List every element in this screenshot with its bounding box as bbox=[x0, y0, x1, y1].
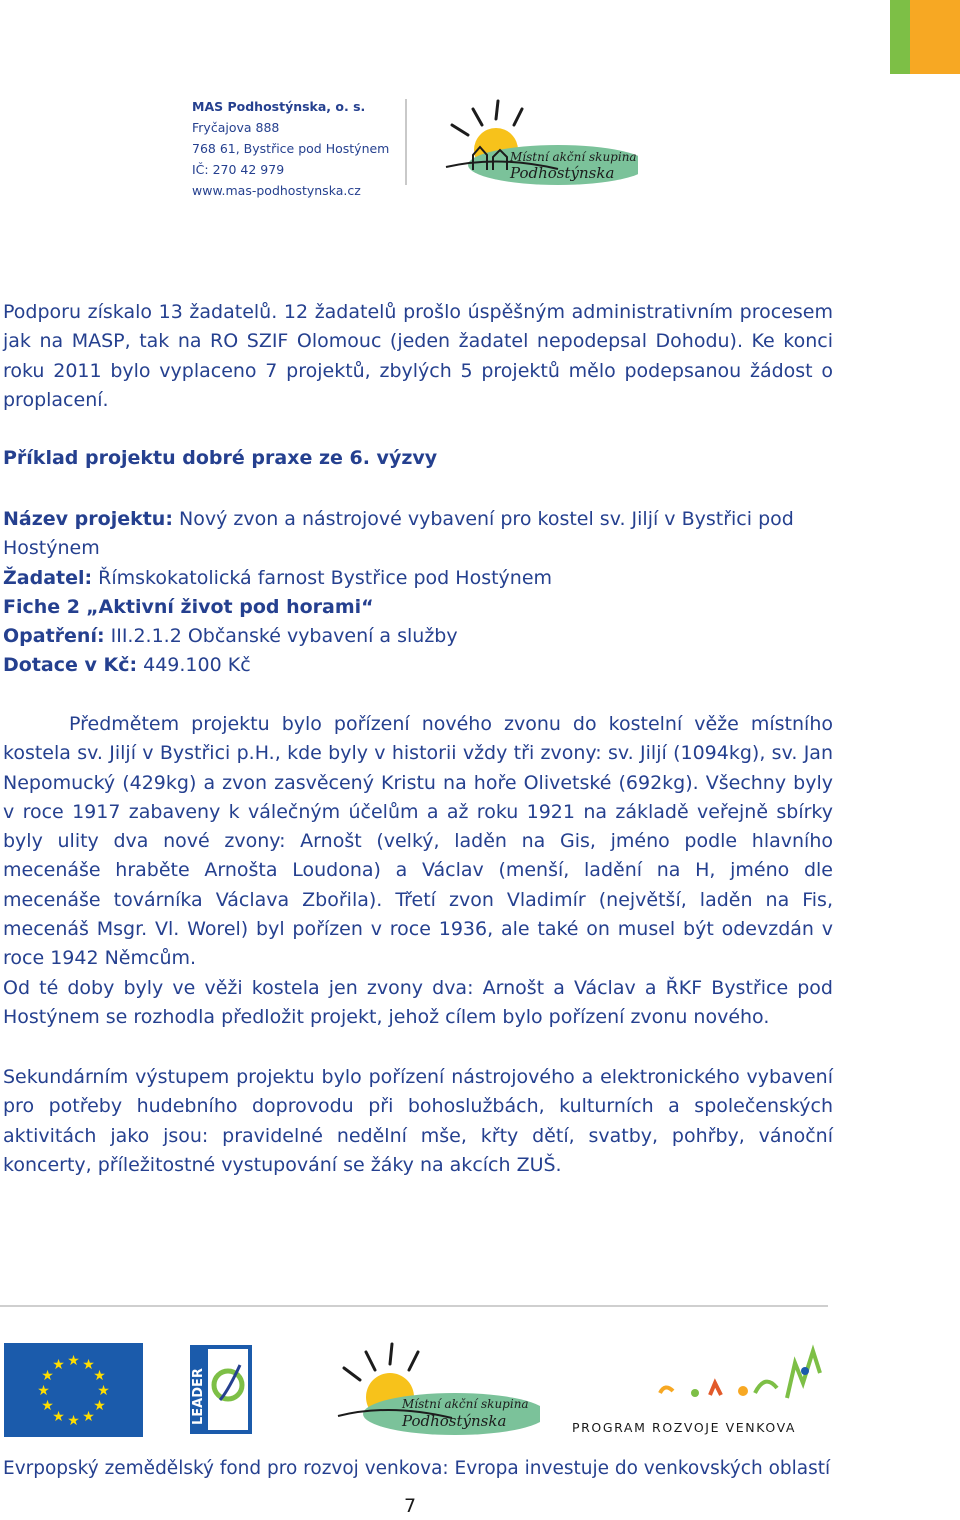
svg-text:LEADER: LEADER bbox=[191, 1368, 206, 1425]
applicant-value: Římskokatolická farnost Bystřice pod Hostýnem bbox=[98, 566, 553, 589]
corner-orange-bar bbox=[910, 0, 960, 74]
project-name-value: Nový zvon a nástrojové vybavení pro kostel sv. Jiljí v Bystřici pod bbox=[178, 508, 794, 530]
company-id: IČ: 270 42 979 bbox=[192, 162, 285, 177]
eu-star: ★ bbox=[67, 1353, 80, 1369]
fiche-row bbox=[3, 593, 833, 622]
footer-divider bbox=[0, 1305, 828, 1307]
prv-logo-icon bbox=[655, 1343, 830, 1411]
program-text: PROGRAM ROZVOJE VENKOVA bbox=[572, 1420, 797, 1435]
project-name-label: Název projektu: bbox=[3, 508, 173, 530]
grant-value: 449.100 Kč bbox=[143, 654, 251, 677]
fiche-label: Fiche 2 bbox=[3, 595, 81, 618]
eu-star: ★ bbox=[52, 1409, 65, 1425]
page-number: 7 bbox=[404, 1495, 417, 1517]
mas-logo-icon bbox=[438, 95, 638, 190]
project-name-row bbox=[3, 505, 833, 534]
header-divider bbox=[405, 99, 407, 185]
street: Fryčajova 888 bbox=[192, 120, 280, 135]
corner-green-bar bbox=[890, 0, 910, 74]
project-details bbox=[3, 505, 833, 681]
eu-star: ★ bbox=[52, 1357, 65, 1373]
mas-footer-logo-icon bbox=[330, 1340, 540, 1440]
applicant-row bbox=[3, 564, 833, 593]
project-name-cont: Hostýnem bbox=[3, 537, 100, 560]
header-address bbox=[192, 96, 389, 201]
eu-star: ★ bbox=[93, 1398, 106, 1414]
subject-text: Předmětem projektu bylo pořízení nového zvonu do kostelní věže místního kostela sv. Jiljí v Bystřici p.H., kde byly v historii vždy tři zvony: sv. Jiljí (1094kg), sv. Jan Nepomucký (429kg) a zvon zasvěcený Kristu na hoře Olivetské (692kg). Všechny byly v roce 1917 zabaveny k válečným účelům a až roku 1921 na základě veřejně sbírky byly ulity dva nové zvony: Arnošt (velký, laděn na Gis, jméno podle hlavního mecenáše hraběte Arnošta Loudona) a Václav (menší, ladění na H, jméno dle mecenáše továrníka Václava Zbořila). Třetí zvon Vladimír (největší, laděn na Fis, mecenáš Msgr. Vl. Worel) byl pořízen v roce 1936, ale také on musel být odevzdán v roce 1942 Němcům. bbox=[3, 713, 833, 970]
eu-star: ★ bbox=[93, 1368, 106, 1384]
svg-text:Podhostýnska: Podhostýnska bbox=[402, 1412, 507, 1430]
eu-star: ★ bbox=[41, 1368, 54, 1384]
eu-star: ★ bbox=[97, 1383, 110, 1399]
intro-paragraph: Podporu získalo 13 žadatelů. 12 žadatelů prošlo úspěšným administrativním procesem jak na MASP, tak na RO SZIF Olomouc (jeden žadatel nepodepsal Dohodu). Ke konci roku 2011 bylo vyplaceno 7 projektů, zbylých 5 projektů mělo podepsanou žádost o proplacení. bbox=[3, 301, 833, 411]
measure-label: Opatření: bbox=[3, 625, 105, 648]
svg-text:Místní akční skupina: Místní akční skupina bbox=[402, 1397, 529, 1411]
svg-text:Místní akční skupina: Místní akční skupina bbox=[510, 150, 637, 164]
fiche-value: „Aktivní život pod horami“ bbox=[86, 595, 374, 618]
eu-flag-icon bbox=[4, 1343, 143, 1437]
leader-logo-icon bbox=[190, 1345, 252, 1434]
eu-star: ★ bbox=[82, 1357, 95, 1373]
grant-label: Dotace v Kč: bbox=[3, 654, 138, 677]
grant-row bbox=[3, 651, 833, 680]
website: www.mas-podhostynska.cz bbox=[192, 183, 361, 198]
subject-paragraph bbox=[3, 710, 833, 974]
secondary-paragraph: Sekundárním výstupem projektu bylo pořízení nástrojového a elektronického vybavení pro potřeby hudebního doprovodu při bohoslužbách, kulturních a společenských aktivitách jako jsou: pravidelné nedělní mše, křty dětí, svatby, pohřby, vánoční koncerty, příležitostné vystupování se žáky na akcích ZUŠ. bbox=[3, 1066, 833, 1176]
example-heading: Příklad projektu dobré praxe ze 6. výzvy bbox=[3, 447, 438, 469]
eu-star: ★ bbox=[37, 1383, 50, 1399]
corner-color-tab bbox=[890, 0, 960, 74]
eu-star: ★ bbox=[41, 1398, 54, 1414]
org-name: MAS Podhostýnska, o. s. bbox=[192, 99, 366, 114]
applicant-label: Žadatel: bbox=[3, 566, 93, 589]
measure-value: III.2.1.2 Občanské vybavení a služby bbox=[110, 625, 458, 648]
eu-star: ★ bbox=[67, 1413, 80, 1429]
footer-slogan: Evrpopský zemědělský fond pro rozvoj venkova: Evropa investuje do venkovských oblastí bbox=[3, 1458, 831, 1479]
since-paragraph: Od té doby byly ve věži kostela jen zvony dva: Arnošt a Václav a ŘKF Bystřice pod Hostýnem se rozhodla předložit projekt, jehož cílem bylo pořízení zvonu nového. bbox=[3, 977, 833, 1029]
measure-row bbox=[3, 622, 833, 651]
city: 768 61, Bystřice pod Hostýnem bbox=[192, 141, 390, 156]
svg-text:Podhostýnska: Podhostýnska bbox=[510, 164, 615, 182]
eu-star: ★ bbox=[82, 1409, 95, 1425]
